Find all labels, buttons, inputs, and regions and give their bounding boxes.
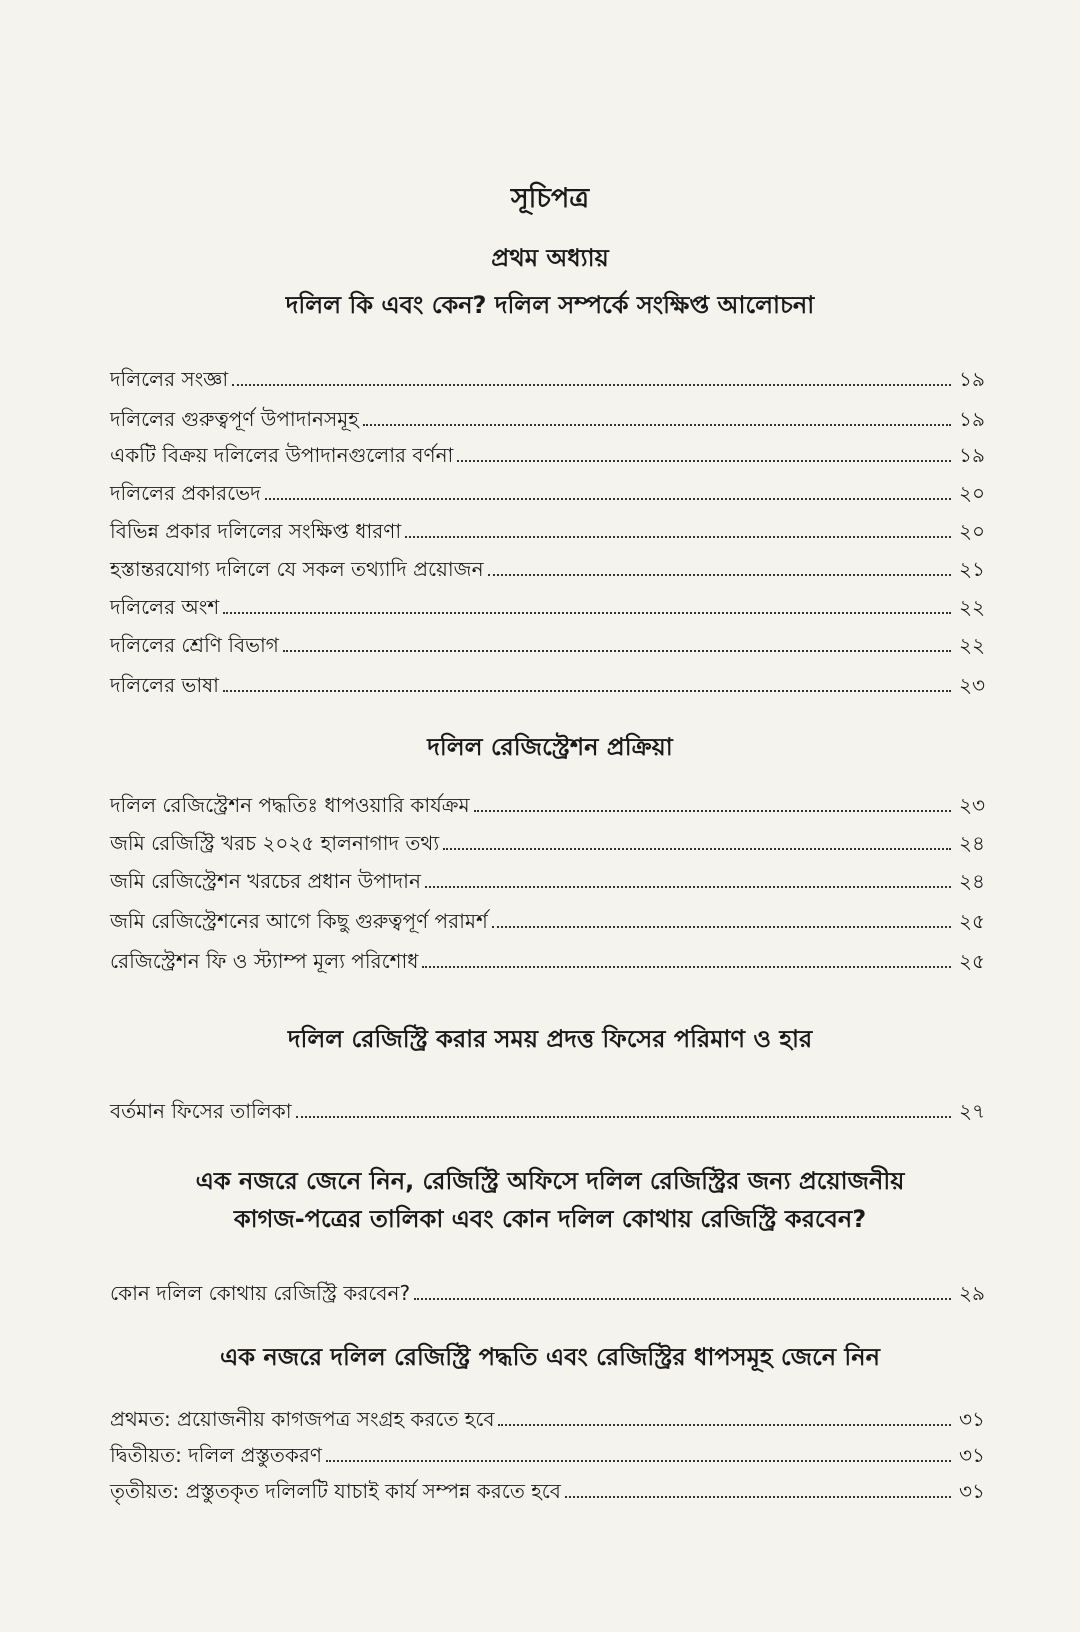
toc-entry[interactable] <box>110 1094 985 1124</box>
toc-entry-text: বর্তমান ফিসের তালিকা <box>110 1099 292 1123</box>
toc-entry[interactable] <box>110 1276 985 1306</box>
toc-entry[interactable] <box>110 1402 985 1432</box>
toc-entry-text: দলিলের প্রকারভেদ <box>110 481 261 505</box>
dot-leader <box>223 689 951 692</box>
toc-entry-page: ২১ <box>959 557 985 581</box>
toc-entry-text: তৃতীয়ত: প্রস্তুতকৃত দলিলটি যাচাই কার্য সম্পন্ন করতে হবে <box>110 1479 561 1503</box>
toc-entry-page: ১৯ <box>959 443 985 467</box>
toc-entry-page: ২৫ <box>959 949 985 973</box>
dot-leader <box>492 925 951 928</box>
toc-entry-text: দলিলের অংশ <box>110 595 220 619</box>
page-title: সূচিপত্র <box>510 183 590 214</box>
toc-entry-text: দ্বিতীয়ত: দলিল প্রস্তুতকরণ <box>110 1443 323 1467</box>
section-heading: দলিল কি এবং কেন? দলিল সম্পর্কে সংক্ষিপ্ত আলোচনা <box>285 291 815 319</box>
toc-entry-page: ২২ <box>958 595 985 619</box>
toc-entry-text: জমি রেজিস্ট্রি খরচ ২০২৫ হালনাগাদ তথ্য <box>110 831 440 855</box>
dot-leader <box>422 965 951 968</box>
toc-entry[interactable] <box>110 826 985 856</box>
toc-entry-page: ১৯ <box>959 407 985 431</box>
toc-entry[interactable] <box>110 1474 985 1504</box>
toc-entry-text: জমি রেজিস্ট্রেশন খরচের প্রধান উপাদান <box>110 869 421 893</box>
toc-entry[interactable] <box>110 864 985 894</box>
dot-leader <box>363 423 951 426</box>
toc-entry-page: ২৫ <box>959 909 985 933</box>
section-heading: এক নজরে দলিল রেজিস্ট্রি পদ্ধতি এবং রেজিস্ট্রির ধাপসমূহ জেনে নিন <box>220 1343 880 1371</box>
toc-entry-text: দলিল রেজিস্ট্রেশন পদ্ধতিঃ ধাপওয়ারি কার্যক্রম <box>110 793 470 817</box>
toc-entry-page: ৩১ <box>959 1443 985 1467</box>
toc-entry-page: ২২ <box>958 633 985 657</box>
toc-entry-text: হস্তান্তরযোগ্য দলিলে যে সকল তথ্যাদি প্রয়োজন <box>110 557 484 581</box>
dot-leader <box>326 1459 951 1462</box>
dot-leader <box>223 611 951 614</box>
toc-entry-page: ২৩ <box>958 793 985 817</box>
toc-entry[interactable] <box>110 438 985 468</box>
toc-entry-page: ১৯ <box>959 367 985 391</box>
toc-entry[interactable] <box>110 944 985 974</box>
dot-leader <box>296 1115 951 1118</box>
toc-entry-text: রেজিস্ট্রেশন ফি ও স্ট্যাম্প মূল্য পরিশোধ <box>110 949 419 973</box>
toc-entry-text: দলিলের গুরুত্বপূর্ণ উপাদানসমূহ <box>110 407 359 431</box>
toc-entry[interactable] <box>110 590 985 620</box>
section-heading: দলিল রেজিস্ট্রেশন প্রক্রিয়া <box>427 733 673 761</box>
toc-entry-page: ৩১ <box>959 1407 985 1431</box>
dot-leader <box>232 383 951 386</box>
toc-entry-page: ২৩ <box>958 673 985 697</box>
section-heading: দলিল রেজিস্ট্রি করার সময় প্রদত্ত ফিসের পরিমাণ ও হার <box>287 1025 813 1053</box>
dot-leader <box>265 497 951 500</box>
dot-leader <box>425 885 951 888</box>
toc-entry[interactable] <box>110 402 985 432</box>
toc-entry[interactable] <box>110 1438 985 1468</box>
toc-entry[interactable] <box>110 552 985 582</box>
toc-entry-text: বিভিন্ন প্রকার দলিলের সংক্ষিপ্ত ধারণা <box>110 519 402 543</box>
dot-leader <box>443 847 951 850</box>
section-heading: এক নজরে জেনে নিন, রেজিস্ট্রি অফিসে দলিল রেজিস্ট্রির জন্য প্রয়োজনীয় কাগজ-পত্রের তালিকা এবং কোন দলিল কোথায় রেজিস্ট্রি করবেন? <box>195 1167 905 1233</box>
toc-entry-text: কোন দলিল কোথায় রেজিস্ট্রি করবেন? <box>110 1281 411 1305</box>
dot-leader <box>283 649 951 652</box>
toc-entry-page: ২৯ <box>959 1281 985 1305</box>
toc-entry[interactable] <box>110 362 985 392</box>
toc-entry-text: দলিলের ভাষা <box>110 673 219 697</box>
toc-entry-page: ২০ <box>958 481 985 505</box>
toc-entry[interactable] <box>110 628 985 658</box>
dot-leader <box>457 459 951 462</box>
dot-leader <box>405 535 951 538</box>
dot-leader <box>414 1297 951 1300</box>
toc-entry-page: ২৪ <box>959 831 985 855</box>
toc-page <box>110 0 990 1632</box>
toc-entry-page: ৩১ <box>959 1479 985 1503</box>
toc-entry-page: ২৭ <box>958 1099 985 1123</box>
toc-entry[interactable] <box>110 514 985 544</box>
dot-leader <box>565 1495 951 1498</box>
dot-leader <box>498 1423 951 1426</box>
toc-entry[interactable] <box>110 476 985 506</box>
toc-entry[interactable] <box>110 788 985 818</box>
toc-entry-page: ২০ <box>958 519 985 543</box>
toc-entry-text: প্রথমত: প্রয়োজনীয় কাগজপত্র সংগ্রহ করতে হবে <box>110 1407 495 1431</box>
dot-leader <box>488 573 951 576</box>
toc-entry-text: দলিলের সংজ্ঞা <box>110 367 229 391</box>
dot-leader <box>474 809 951 812</box>
toc-entry-page: ২৪ <box>959 869 985 893</box>
chapter-title: প্রথম অধ্যায় <box>491 244 609 272</box>
toc-entry[interactable] <box>110 668 985 698</box>
toc-entry-text: দলিলের শ্রেণি বিভাগ <box>110 633 279 657</box>
toc-entry-text: জমি রেজিস্ট্রেশনের আগে কিছু গুরুত্বপূর্ণ পরামর্শ <box>110 909 488 933</box>
toc-entry[interactable] <box>110 904 985 934</box>
toc-entry-text: একটি বিক্রয় দলিলের উপাদানগুলোর বর্ণনা <box>110 443 454 467</box>
